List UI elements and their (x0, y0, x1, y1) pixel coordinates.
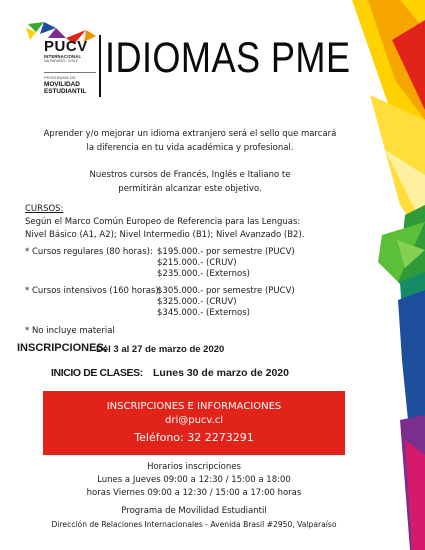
intro-line-3: Nuestros cursos de Francés, Inglés e Italiano te (89, 170, 291, 180)
inicio-clases-date: Lunes 30 de marzo de 2020 (153, 367, 289, 379)
logo-valparaiso-text: VALPARAÍSO · CHILE (44, 59, 78, 63)
material-note: * No incluye material (25, 326, 115, 336)
intro-line-2: la diferencia en tu vida académica y profesional. (86, 143, 294, 153)
horarios-heading: Horarios inscripciones (147, 462, 241, 472)
regular-price-cruv: $215.000.- (CRUV) (157, 258, 237, 268)
logo-pucv-text: PUCV (44, 38, 88, 55)
horarios-line-2: horas Viernes 09:00 a 12:30 / 15:00 a 17:00 horas (86, 488, 302, 498)
title-divider (99, 35, 101, 97)
regular-price-externos: $235.000.- (Externos) (157, 269, 250, 279)
page-title: IDIOMAS PME (105, 34, 351, 82)
regular-course-label: * Cursos regulares (80 horas): (25, 247, 153, 257)
intensive-price-pucv: $305.000.- por semestre (PUCV) (157, 286, 295, 296)
info-banner (43, 391, 345, 455)
inscripciones-dates: Del 3 al 27 de marzo de 2020 (96, 344, 225, 355)
intensive-price-externos: $345.000.- (Externos) (157, 308, 250, 318)
intensive-price-cruv: $325.000.- (CRUV) (157, 297, 237, 307)
banner-email-link[interactable]: dri@pucv.cl (164, 415, 224, 426)
banner-title: INSCRIPCIONES E INFORMACIONES (106, 401, 282, 412)
intro-line-4: permitirán alcanzar este objetivo. (118, 184, 262, 194)
inscripciones-label: INSCRIPCIONES: (17, 342, 108, 354)
horarios-line-1: Lunes a Jueves 09:00 a 12:30 / 15:00 a 18:00 (97, 475, 291, 485)
logo-programa-text: PROGRAMA DE (44, 75, 76, 80)
inicio-clases-label: INICIO DE CLASES: (51, 367, 143, 379)
logo-divider (44, 72, 96, 73)
footer-program: Programa de Movilidad Estudiantil (121, 506, 267, 516)
logo-estudiantil-text: ESTUDIANTIL (44, 88, 87, 95)
intro-line-1: Aprender y/o mejorar un idioma extranjero será el sello que marcará (43, 129, 337, 139)
intensive-course-label: * Cursos intensivos (160 horas): (25, 286, 162, 296)
courses-desc-2: Nivel Básico (A1, A2); Nivel Intermedio (B1); Nivel Avanzado (B2). (25, 230, 305, 240)
regular-price-pucv: $195.000.- por semestre (PUCV) (157, 247, 295, 257)
courses-desc-1: Según el Marco Común Europeo de Referencia para las Lenguas: (25, 217, 301, 227)
banner-phone: Teléfono: 32 2273291 (134, 431, 254, 444)
logo-movilidad-text: MOVILIDAD (44, 81, 80, 88)
logo-internacional-text: INTERNACIONAL (44, 54, 82, 59)
courses-heading: CURSOS: (25, 204, 64, 214)
footer-address: Dirección de Relaciones Internacionales - Avenida Brasil #2950, Valparaíso (51, 520, 337, 529)
